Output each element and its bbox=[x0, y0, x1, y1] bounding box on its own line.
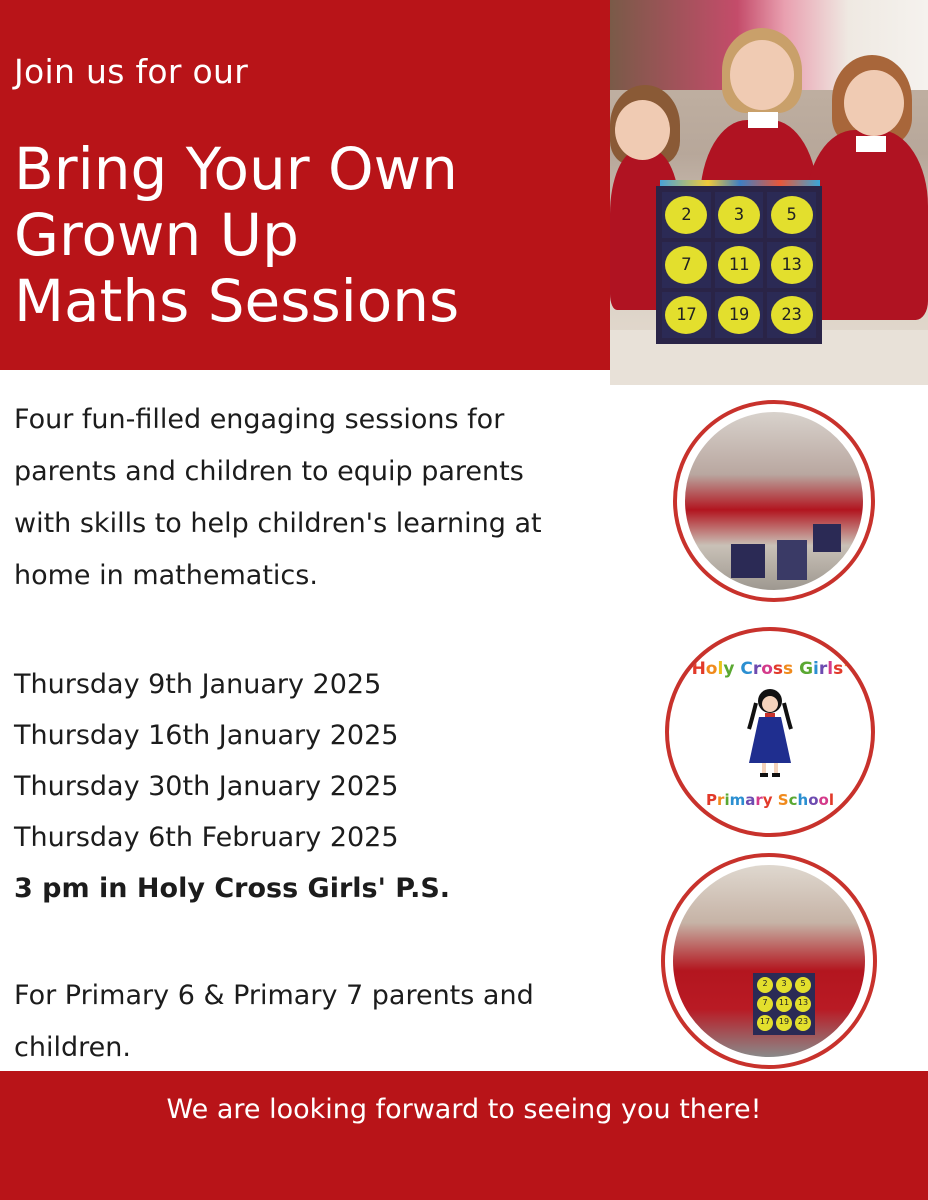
session-date: Thursday 16th January 2025 bbox=[14, 720, 399, 751]
audience-line: children. bbox=[14, 1032, 131, 1063]
session-dates bbox=[14, 659, 624, 914]
small-cube bbox=[731, 544, 765, 578]
cube-cell bbox=[767, 292, 816, 338]
time-location: 3 pm in Holy Cross Girls' P.S. bbox=[14, 873, 451, 904]
cube-cell bbox=[715, 242, 764, 288]
logo-top-text: Holy Cross Girls' bbox=[691, 659, 849, 679]
description-line: home in mathematics. bbox=[14, 560, 318, 591]
mini-cube-number: 13 bbox=[795, 996, 811, 1012]
title-line-3: Maths Sessions bbox=[14, 267, 460, 335]
cube-number: 13 bbox=[771, 246, 813, 284]
student-right bbox=[806, 130, 928, 320]
session-date: Thursday 6th February 2025 bbox=[14, 822, 399, 853]
student-collar bbox=[748, 112, 778, 128]
mini-cube-number: 7 bbox=[757, 996, 773, 1012]
mini-cube-number: 23 bbox=[795, 1015, 811, 1031]
cube-number: 5 bbox=[771, 196, 813, 234]
mini-cube-number: 19 bbox=[776, 1015, 792, 1031]
mini-cube-number: 5 bbox=[795, 977, 811, 993]
description-line: with skills to help children's learning at bbox=[14, 508, 542, 539]
description bbox=[14, 394, 624, 602]
girl-figure-icon bbox=[741, 683, 799, 779]
prime-number-cube bbox=[656, 186, 822, 344]
cube-number: 7 bbox=[665, 246, 707, 284]
student-face bbox=[730, 40, 794, 110]
cube-cell bbox=[767, 192, 816, 238]
footer-message: We are looking forward to seeing you there! bbox=[166, 1094, 762, 1125]
small-cube bbox=[813, 524, 841, 552]
header-banner bbox=[0, 0, 610, 370]
cube-number: 23 bbox=[771, 296, 813, 334]
cube-cell bbox=[715, 292, 764, 338]
mini-cube-number: 3 bbox=[776, 977, 792, 993]
description-line: parents and children to equip parents bbox=[14, 456, 524, 487]
mini-prime-cube bbox=[753, 973, 815, 1035]
cube-cell bbox=[662, 192, 711, 238]
small-cube bbox=[777, 540, 807, 580]
header-intro: Join us for our bbox=[14, 52, 249, 91]
photo-students-with-number-cube bbox=[673, 865, 865, 1057]
logo-bottom-text: Primary School bbox=[706, 791, 834, 809]
circle-photo-students-cube bbox=[661, 853, 877, 1069]
student-face bbox=[615, 100, 670, 160]
cube-cell bbox=[662, 242, 711, 288]
cube-number: 17 bbox=[665, 296, 707, 334]
student-collar bbox=[856, 136, 886, 152]
title-line-1: Bring Your Own bbox=[14, 135, 458, 203]
school-logo bbox=[665, 627, 875, 837]
student-face bbox=[844, 70, 904, 136]
page-title bbox=[14, 136, 459, 334]
cube-number: 11 bbox=[718, 246, 760, 284]
session-date: Thursday 30th January 2025 bbox=[14, 771, 399, 802]
cube-number: 2 bbox=[665, 196, 707, 234]
session-date: Thursday 9th January 2025 bbox=[14, 669, 382, 700]
photo-students-with-cubes bbox=[685, 412, 863, 590]
audience-line: For Primary 6 & Primary 7 parents and bbox=[14, 980, 534, 1011]
cube-cell bbox=[715, 192, 764, 238]
circle-photo-group-activity bbox=[673, 400, 875, 602]
cube-number: 3 bbox=[718, 196, 760, 234]
audience-note bbox=[14, 970, 624, 1074]
cube-number: 19 bbox=[718, 296, 760, 334]
cube-cell bbox=[662, 292, 711, 338]
title-line-2: Grown Up bbox=[14, 201, 299, 269]
mini-cube-number: 11 bbox=[776, 996, 792, 1012]
cube-cell bbox=[767, 242, 816, 288]
description-line: Four fun-filled engaging sessions for bbox=[14, 404, 505, 435]
mini-cube-number: 17 bbox=[757, 1015, 773, 1031]
mini-cube-number: 2 bbox=[757, 977, 773, 993]
footer-banner bbox=[0, 1071, 928, 1200]
